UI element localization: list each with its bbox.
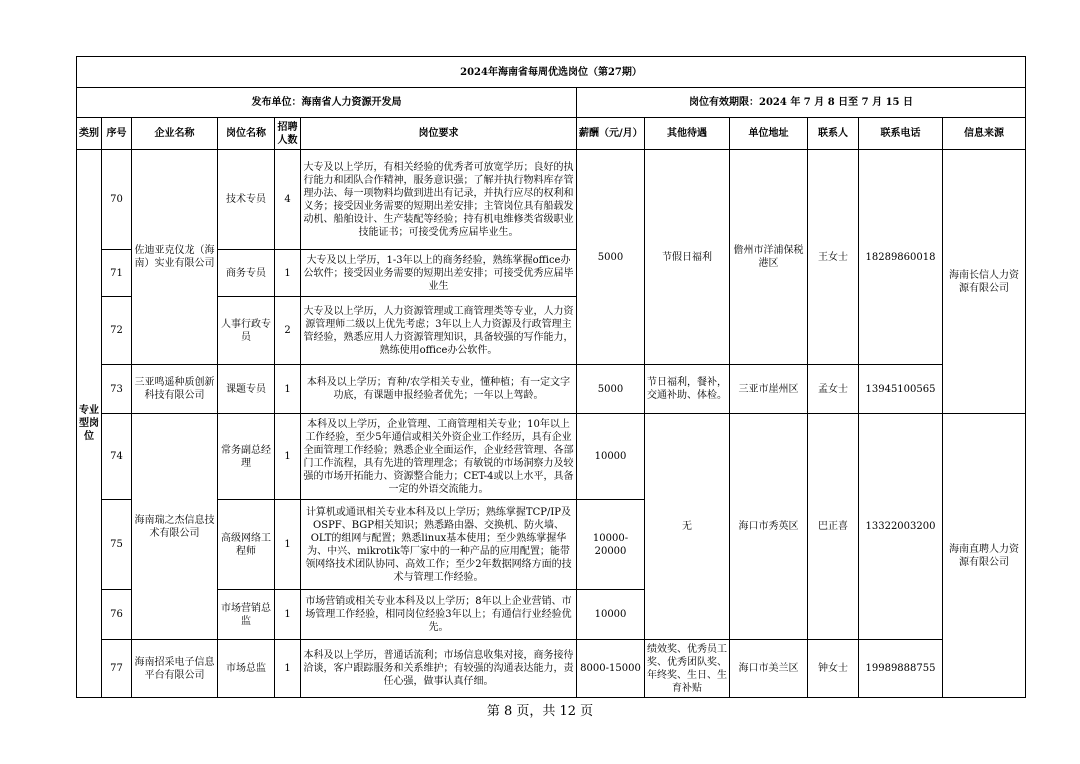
salary-cell: 8000-15000 xyxy=(577,640,645,698)
header-requirements: 岗位要求 xyxy=(301,118,577,150)
position-cell: 市场营销总监 xyxy=(218,590,275,640)
publisher-label: 发布单位：海南省人力资源开发局 xyxy=(77,88,577,118)
seq-cell: 70 xyxy=(102,150,132,250)
phone-cell: 13322003200 xyxy=(859,414,943,640)
table-row xyxy=(77,365,1026,414)
count-cell: 2 xyxy=(275,297,301,365)
header-row xyxy=(77,118,1026,150)
company-cell: 三亚鸣遥种质创新科技有限公司 xyxy=(132,365,218,414)
table-row xyxy=(77,640,1026,698)
seq-cell: 77 xyxy=(102,640,132,698)
seq-cell: 74 xyxy=(102,414,132,500)
source-cell: 海南直聘人力资源有限公司 xyxy=(943,414,1026,698)
benefits-cell: 节假日福利 xyxy=(645,150,730,365)
job-listing-table xyxy=(76,56,1026,698)
position-cell: 课题专员 xyxy=(218,365,275,414)
position-cell: 高级网络工程师 xyxy=(218,500,275,590)
requirements-cell: 本科及以上学历，普通话流利；市场信息收集对接，商务接待洽谈，客户跟踪服务和关系维护；有较强的沟通表达能力，责任心强，做事认真仔细。 xyxy=(301,640,577,698)
page-footer: 第 8 页，共 12 页 xyxy=(486,704,594,719)
salary-cell: 10000 xyxy=(577,590,645,640)
contact-cell: 钟女士 xyxy=(808,640,859,698)
salary-cell: 10000-20000 xyxy=(577,500,645,590)
company-cell: 佐迪亚克仪龙（海南）实业有限公司 xyxy=(132,150,218,365)
header-company: 企业名称 xyxy=(132,118,218,150)
position-cell: 常务副总经理 xyxy=(218,414,275,500)
requirements-cell: 本科及以上学历；育种/农学相关专业，懂种植；有一定文字功底，有课题申报经验者优先；一年以上驾龄。 xyxy=(301,365,577,414)
benefits-cell: 绩效奖、优秀员工奖、优秀团队奖、年终奖、生日、生育补贴 xyxy=(645,640,730,698)
category-cell: 专业型岗位 xyxy=(77,150,102,698)
phone-cell: 13945100565 xyxy=(859,365,943,414)
phone-cell: 18289860018 xyxy=(859,150,943,365)
requirements-cell: 大专及以上学历，1-3年以上的商务经验，熟练掌握office办公软件；接受因业务需要的短期出差安排；可接受优秀应届毕业生 xyxy=(301,250,577,297)
address-cell: 海口市秀英区 xyxy=(730,414,808,640)
table-row xyxy=(77,150,1026,250)
phone-cell: 19989888755 xyxy=(859,640,943,698)
count-cell: 1 xyxy=(275,365,301,414)
position-cell: 市场总监 xyxy=(218,640,275,698)
count-cell: 1 xyxy=(275,500,301,590)
header-contact: 联系人 xyxy=(808,118,859,150)
salary-cell: 10000 xyxy=(577,414,645,500)
header-seq: 序号 xyxy=(102,118,132,150)
count-cell: 1 xyxy=(275,590,301,640)
seq-cell: 75 xyxy=(102,500,132,590)
header-category: 类别 xyxy=(77,118,102,150)
header-count: 招聘人数 xyxy=(275,118,301,150)
header-salary: 薪酬（元/月） xyxy=(577,118,645,150)
header-address: 单位地址 xyxy=(730,118,808,150)
position-cell: 人事行政专员 xyxy=(218,297,275,365)
requirements-cell: 大专及以上学历，人力资源管理或工商管理类等专业，人力资源管理师二级以上优先考虑；3年以上人力资源及行政管理主管经验，熟悉应用人力资源管理知识，具备较强的写作能力，熟练使用office办公软件。 xyxy=(301,297,577,365)
validity-label: 岗位有效期限：2024 年 7 月 8 日至 7 月 15 日 xyxy=(577,88,1026,118)
benefits-cell: 无 xyxy=(645,414,730,640)
salary-cell: 5000 xyxy=(577,365,645,414)
contact-cell: 王女士 xyxy=(808,150,859,365)
position-cell: 商务专员 xyxy=(218,250,275,297)
header-position: 岗位名称 xyxy=(218,118,275,150)
benefits-cell: 节日福利，餐补，交通补助、体检。 xyxy=(645,365,730,414)
requirements-cell: 本科及以上学历，企业管理、工商管理相关专业；10年以上工作经验，至少5年通信或相关外资企业工作经历，具有企业全面管理工作经验；熟悉企业全面运作，企业经营管理、各部门工作流程，具有先进的管理理念；有敏锐的市场洞察力及较强的市场开拓能力、资源整合能力；CET-4或以上水平，具备一定的外语交流能力。 xyxy=(301,414,577,500)
count-cell: 1 xyxy=(275,640,301,698)
contact-cell: 巴正喜 xyxy=(808,414,859,640)
requirements-cell: 计算机或通讯相关专业本科及以上学历；熟练掌握TCP/IP及OSPF、BGP相关知识；熟悉路由器、交换机、防火墙、OLT的组网与配置；熟悉linux基本使用；至少熟练掌握华为、中兴、mikrotik等厂家中的一种产品的应用配置；能带领网络技术团队协同、高效工作；至少2年数据网络方面的技术与管理工作经验。 xyxy=(301,500,577,590)
address-cell: 三亚市崖州区 xyxy=(730,365,808,414)
table-title: 2024年海南省每周优选岗位（第27期） xyxy=(77,57,1026,88)
address-cell: 儋州市洋浦保税港区 xyxy=(730,150,808,365)
seq-cell: 72 xyxy=(102,297,132,365)
header-source: 信息来源 xyxy=(943,118,1026,150)
header-benefits: 其他待遇 xyxy=(645,118,730,150)
contact-cell: 孟女士 xyxy=(808,365,859,414)
requirements-cell: 市场营销或相关专业本科及以上学历；8年以上企业营销、市场管理工作经验，相同岗位经验3年以上；有通信行业经验优先。 xyxy=(301,590,577,640)
count-cell: 4 xyxy=(275,150,301,250)
seq-cell: 73 xyxy=(102,365,132,414)
count-cell: 1 xyxy=(275,250,301,297)
position-cell: 技术专员 xyxy=(218,150,275,250)
seq-cell: 71 xyxy=(102,250,132,297)
source-cell: 海南长信人力资源有限公司 xyxy=(943,150,1026,414)
seq-cell: 76 xyxy=(102,590,132,640)
address-cell: 海口市美兰区 xyxy=(730,640,808,698)
company-cell: 海南瑞之杰信息技术有限公司 xyxy=(132,414,218,640)
header-phone: 联系电话 xyxy=(859,118,943,150)
table-row xyxy=(77,414,1026,500)
company-cell: 海南招采电子信息平台有限公司 xyxy=(132,640,218,698)
count-cell: 1 xyxy=(275,414,301,500)
salary-cell: 5000 xyxy=(577,150,645,365)
requirements-cell: 大专及以上学历，有相关经验的优秀者可放宽学历；良好的执行能力和团队合作精神，服务意识强；了解并执行物料库存管理办法、每一项物料均做到进出有记录，并执行应尽的权利和义务；接受因业务需要的短期出差安排；主管岗位具有船载发动机、船舶设计、生产装配等经验；持有机电维修类省级职业技能证书；可接受优秀应届毕业生。 xyxy=(301,150,577,250)
